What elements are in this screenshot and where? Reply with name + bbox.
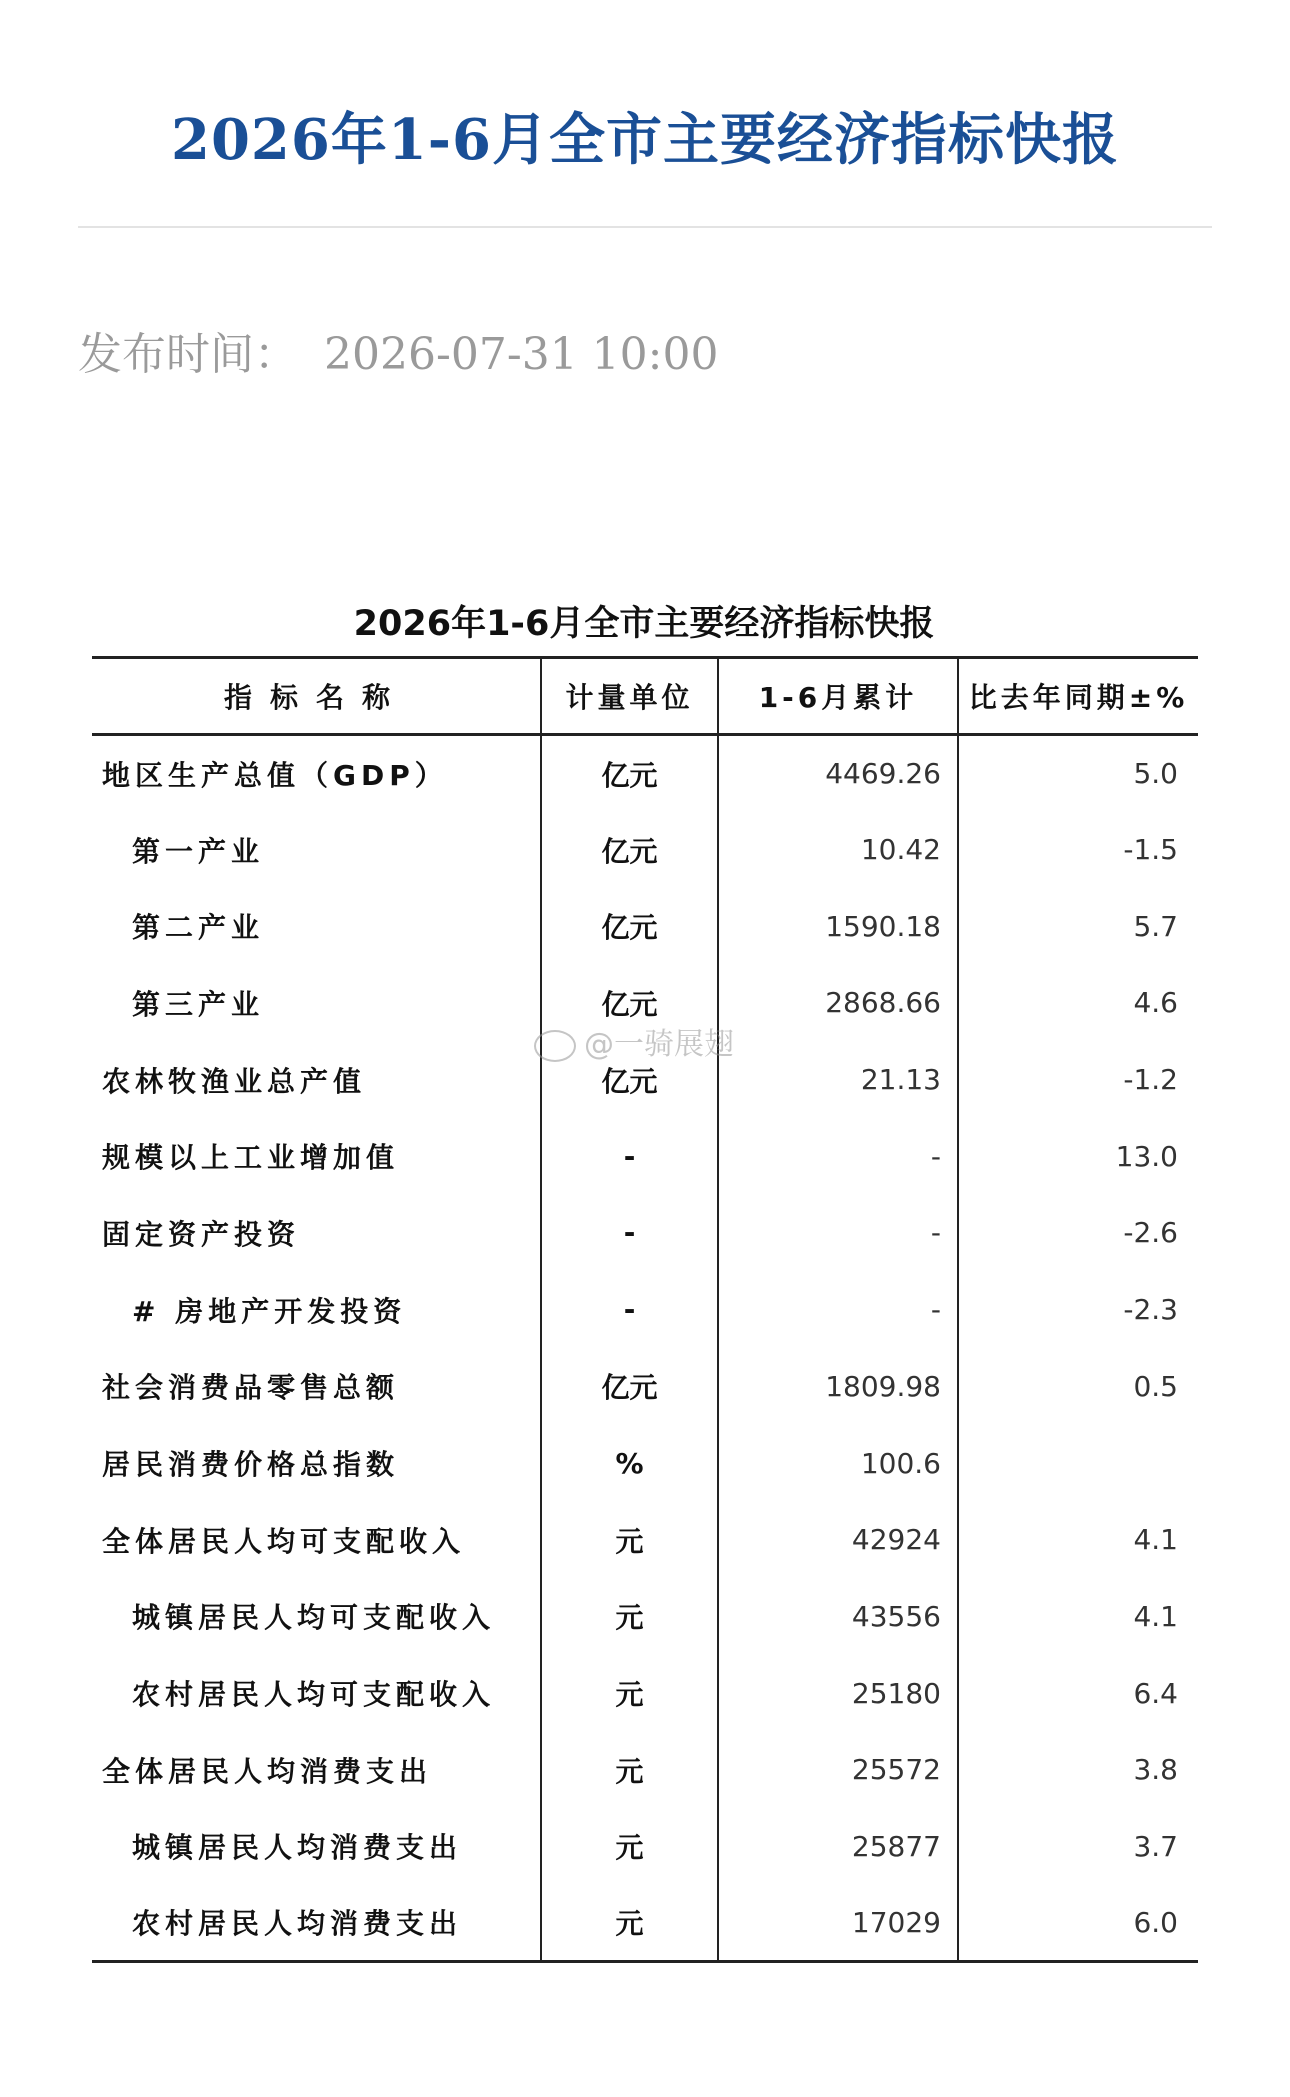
indicator-unit: 元 [541,1501,718,1578]
indicator-unit: - [541,1195,718,1272]
indicator-yoy-change: -2.6 [958,1195,1198,1272]
indicator-name: 农村居民人均可支配收入 [132,1678,496,1712]
indicator-cumulative: - [718,1195,958,1272]
table-header-row [92,658,1198,735]
indicator-yoy-change: 6.0 [958,1885,1198,1962]
header-unit: 计量单位 [541,658,718,735]
indicator-cumulative: 25877 [718,1808,958,1885]
indicators-table [92,656,1198,1963]
table-row [92,735,1198,812]
table-row [92,1885,1198,1962]
indicator-name: 固定资产投资 [102,1217,301,1251]
indicator-yoy-change: -1.2 [958,1041,1198,1118]
indicator-yoy-change: -2.3 [958,1271,1198,1348]
header-cumulative: 1-6月累计 [718,658,958,735]
indicator-name: 全体居民人均消费支出 [102,1754,433,1788]
indicator-unit: 亿元 [541,1041,718,1118]
indicator-unit: 元 [541,1885,718,1962]
indicator-name: 第二产业 [132,911,265,945]
table-row [92,888,1198,965]
indicator-unit: 元 [541,1578,718,1655]
publish-label: 发布时间： [78,329,298,380]
indicator-unit: - [541,1271,718,1348]
indicator-yoy-change: 0.5 [958,1348,1198,1425]
indicator-yoy-change: 4.1 [958,1501,1198,1578]
indicator-name: 全体居民人均可支配收入 [102,1524,466,1558]
indicator-yoy-change: 3.7 [958,1808,1198,1885]
indicator-cumulative: 43556 [718,1578,958,1655]
header-yoy-change: 比去年同期±% [958,658,1198,735]
indicator-cumulative: 25180 [718,1655,958,1732]
indicator-unit: 亿元 [541,965,718,1042]
table-row [92,1195,1198,1272]
table-row [92,1425,1198,1502]
table-caption: 2026年1-6月全市主要经济指标快报 [353,604,935,644]
indicator-yoy-change: 4.6 [958,965,1198,1042]
indicator-name: 城镇居民人均可支配收入 [132,1601,496,1635]
indicator-unit: 亿元 [541,811,718,888]
table-row [92,1731,1198,1808]
indicator-unit: 亿元 [541,735,718,812]
indicator-unit: 亿元 [541,888,718,965]
indicator-yoy-change [958,1425,1198,1502]
indicator-yoy-change: 4.1 [958,1578,1198,1655]
indicator-name: # 房地产开发投资 [132,1294,407,1328]
table-row [92,811,1198,888]
indicator-name: 第一产业 [132,834,265,868]
table-row [92,1348,1198,1425]
table-row [92,1271,1198,1348]
indicator-cumulative: 1590.18 [718,888,958,965]
publish-info [78,320,718,390]
indicator-cumulative: 4469.26 [718,735,958,812]
indicator-name: 居民消费价格总指数 [102,1448,400,1482]
indicator-name: 规模以上工业增加值 [102,1141,400,1175]
table-body [92,735,1198,1962]
table-row [92,1808,1198,1885]
watermark-text: @一骑展翅 [584,1027,734,1062]
header-indicator-name: 指标名称 [223,681,408,714]
indicator-cumulative: 42924 [718,1501,958,1578]
indicator-yoy-change: 6.4 [958,1655,1198,1732]
indicator-name: 农林牧渔业总产值 [102,1064,367,1098]
indicator-cumulative: 1809.98 [718,1348,958,1425]
indicator-cumulative: 10.42 [718,811,958,888]
indicator-name: 地区生产总值（GDP） [102,758,448,792]
indicator-name: 城镇居民人均消费支出 [132,1831,463,1865]
indicator-yoy-change: -1.5 [958,811,1198,888]
page-title: 2026年1-6月全市主要经济指标快报 [170,107,1120,173]
table-row [92,1501,1198,1578]
indicator-unit: 元 [541,1808,718,1885]
table-row [92,1655,1198,1732]
indicator-name: 农村居民人均消费支出 [132,1907,463,1941]
publish-time: 2026-07-31 10:00 [324,329,719,380]
indicator-unit: 元 [541,1731,718,1808]
indicator-unit: 亿元 [541,1348,718,1425]
indicator-cumulative: 25572 [718,1731,958,1808]
indicator-yoy-change: 3.8 [958,1731,1198,1808]
indicator-cumulative: - [718,1271,958,1348]
indicator-cumulative: 2868.66 [718,965,958,1042]
indicator-unit: 元 [541,1655,718,1732]
table-row [92,1118,1198,1195]
title-divider [78,226,1212,228]
indicator-name: 社会消费品零售总额 [102,1371,400,1405]
indicator-unit: - [541,1118,718,1195]
indicator-yoy-change: 5.0 [958,735,1198,812]
indicator-cumulative: 17029 [718,1885,958,1962]
indicator-cumulative: 100.6 [718,1425,958,1502]
indicator-name: 第三产业 [132,987,265,1021]
indicator-cumulative: - [718,1118,958,1195]
indicator-yoy-change: 5.7 [958,888,1198,965]
watermark [534,1023,734,1067]
table-row [92,1578,1198,1655]
weibo-icon [534,1030,576,1062]
indicator-unit: % [541,1425,718,1502]
indicator-yoy-change: 13.0 [958,1118,1198,1195]
indicator-cumulative: 21.13 [718,1041,958,1118]
